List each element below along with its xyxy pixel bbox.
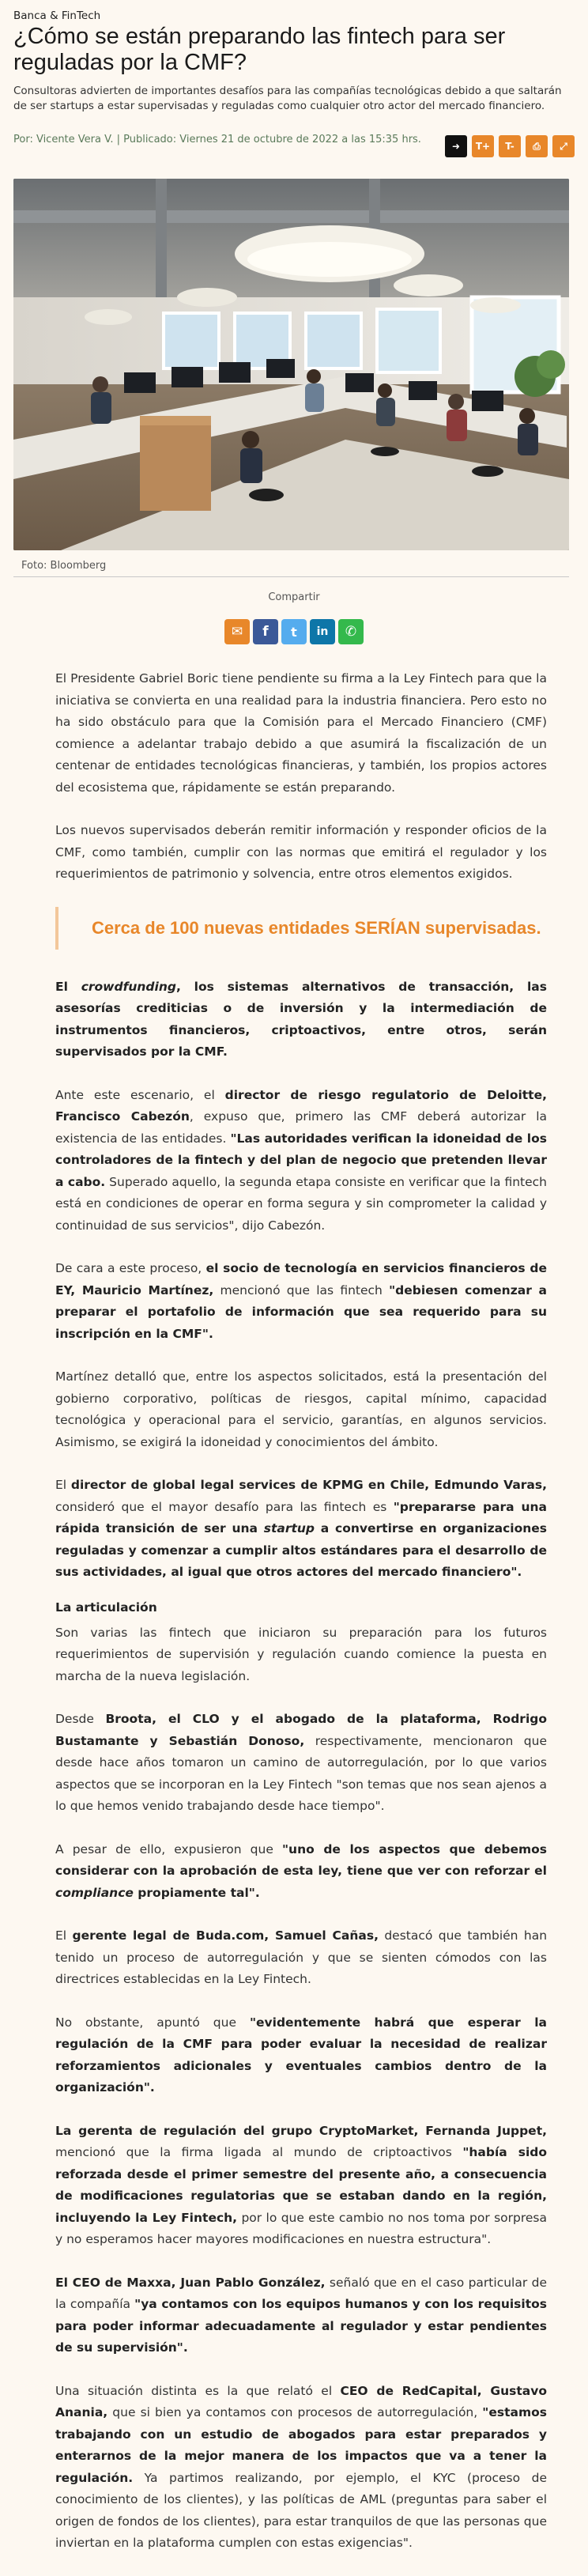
paragraph: A pesar de ello, expusieron que "uno de los aspectos que debemos considerar con la aprobación de esta ley, tiene que ver con reforzar el compliance propiamente tal". (55, 1841, 548, 1900)
paragraph: Los nuevos supervisados deberán remitir información y responder oficios de la CMF, como también, cumplir con las normas que emitirá el regulador y los requerimientos de patrimonio y solvencia, entre otros elementos exigidos. (55, 823, 547, 881)
print-icon[interactable]: ⎙ (526, 135, 548, 157)
twitter-icon[interactable]: t (281, 619, 307, 644)
pull-quote (55, 907, 547, 950)
paragraph: El CEO de Maxxa, Juan Pablo González, señaló que en el caso particular de la compañía "ya contamos con los equipos humanos y con los requisitos para poder informar adecuadamente al regulador y estar pendientes de su supervisión". (55, 2275, 547, 2355)
section-label[interactable]: Banca & FinTech (13, 9, 101, 22)
share-arrow-icon[interactable]: ➜ (445, 135, 467, 157)
whatsapp-icon[interactable]: ✆ (338, 619, 364, 644)
share-icons (13, 619, 575, 644)
photo-caption: Foto: Bloomberg (13, 550, 569, 577)
paragraph: Son varias las fintech que iniciaron su preparación para los futuros requerimientos de supervisión y regulación cuando comience la puesta en marcha de la nueva legislación. (55, 1625, 547, 1683)
paragraph: El gerente legal de Buda.com, Samuel Cañas, destacó que también han tenido un proceso de autorregulación y que se sienten cómodos con las directrices establecidas en la Ley Fintech. (55, 1928, 548, 1986)
email-icon[interactable]: ✉ (224, 619, 250, 644)
expand-icon[interactable]: ⤢ (552, 135, 575, 157)
subhead: La articulación (55, 1600, 157, 1615)
paragraph: Una situación distinta es la que relató el CEO de RedCapital, Gustavo Anania, que si bien ya contamos con procesos de autorregulación, "estamos trabajando con un estudio de abogados para estar preparados y enterarnos de la mejor manera de los impactos que va a tener la regulación. Ya partimos realizando, por ejemplo, el KYC (proceso de conocimiento de los clientes), y las políticas de AML (preguntas para saber el origen de fondos de los clientes), para estar tranquilos de que las personas que inviertan en la plataforma cumplen con estas exigencias". (55, 2383, 547, 2550)
paragraph: Martínez detalló que, entre los aspectos solicitados, está la presentación del gobierno corporativo, políticas de riesgos, capital mínimo, capacidad tecnológica y operacional para el servicio, garantías, en algunos servicios. Asimismo, se exigirá la idoneidad y conocimientos del ámbito. (55, 1369, 547, 1449)
paragraph: El Presidente Gabriel Boric tiene pendiente su firma a la Ley Fintech para que la iniciativa se convierta en una realidad para la industria financiera. Pero esto no ha sido obstáculo para que la Comisión para el Mercado Financiero (CMF) comience a adelantar trabajo debido a que asumirá la fiscalización de un centenar de entidades tecnológicas financieras, y también, los propios actores del ecosistema que, rápidamente se están preparando. (55, 671, 547, 795)
paragraph: La gerenta de regulación del grupo CryptoMarket, Fernanda Juppet, mencionó que la firma ligada al mundo de criptoactivos "había sido reforzada desde el primer semestre del presente año, a consecuencia de modificaciones regulatorias que se estaban dando en la región, incluyendo la Ley Fintech, por lo que este cambio no nos toma por sorpresa y no esperamos hacer mayores modificaciones en nuestra estructura". (55, 2123, 548, 2246)
headline: ¿Cómo se están preparando las fintech para ser reguladas por la CMF? (13, 24, 506, 75)
byline: Por: Vicente Vera V. | Publicado: Viernes 21 de octubre de 2022 a las 15:35 hrs. (13, 134, 421, 145)
article-photo (13, 179, 569, 550)
facebook-icon[interactable]: f (253, 619, 278, 644)
article-body (41, 668, 547, 2555)
paragraph: No obstante, apuntó que "evidentemente habrá que esperar la regulación de la CMF para poder evaluar la necesidad de realizar reforzamientos adicionales y eventuales cambios dentro de la organización". (55, 2015, 547, 2094)
paragraph: De cara a este proceso, el socio de tecnología en servicios financieros de EY, Mauricio Martínez, mencionó que las fintech "debiesen comenzar a preparar el portafolio de información que sea requerido para su inscripción en la CMF". (55, 1261, 548, 1341)
font-increase-button[interactable]: T+ (472, 135, 494, 157)
office-photo-illustration (13, 179, 569, 550)
pull-quote-text: Cerca de 100 nuevas entidades SERÍAN supervisadas. (92, 917, 541, 938)
font-decrease-button[interactable]: T- (499, 135, 521, 157)
article-toolbar (445, 135, 575, 168)
paragraph: Desde Broota, el CLO y el abogado de la plataforma, Rodrigo Bustamante y Sebastián Donoso, respectivamente, mencionaron que desde hace años tomaron un camino de autorregulación, por lo que varios aspectos que se incorporan en la Ley Fintech "son temas que nos sean ajenos a lo que hemos venido trabajando desde hace tiempo". (55, 1712, 547, 1813)
paragraph: El director de global legal services de KPMG en Chile, Edmundo Varas, consideró que el mayor desafío para las fintech es "prepararse para una rápida transición de ser una startup a convertirse en organizaciones reguladas y comenzar a cumplir altos estándares para el desarrollo de sus actividades, al igual que otros actores del mercado financiero". (55, 1478, 548, 1579)
lead-paragraph: Consultoras advierten de importantes desafíos para las compañías tecnológicas debido a que saltarán de ser startups a estar supervisadas y reguladas como cualquier otro actor del mercado financiero. (13, 85, 562, 112)
linkedin-icon[interactable]: in (310, 619, 335, 644)
paragraph: Ante este escenario, el director de riesgo regulatorio de Deloitte, Francisco Cabezón, expuso que, primero las CMF deberá autorizar la existencia de las entidades. "Las autoridades verifican la idoneidad de los controladores de la fintech y del plan de negocio que pretenden llevar a cabo. Superado aquello, la segunda etapa consiste en verificar que la fintech está en condiciones de operar en forma segura y sin comprometer la calidad y continuidad de sus servicios", dijo Cabezón. (55, 1087, 548, 1233)
meta-row (13, 131, 575, 168)
paragraph: El crowdfunding, los sistemas alternativos de transacción, las asesorías crediticias o de inversión y la intermediación de instrumentos financieros, criptoactivos, entre otros, serán supervisados por la CMF. (55, 979, 547, 1059)
share-section (13, 591, 575, 644)
share-label: Compartir (268, 591, 320, 603)
